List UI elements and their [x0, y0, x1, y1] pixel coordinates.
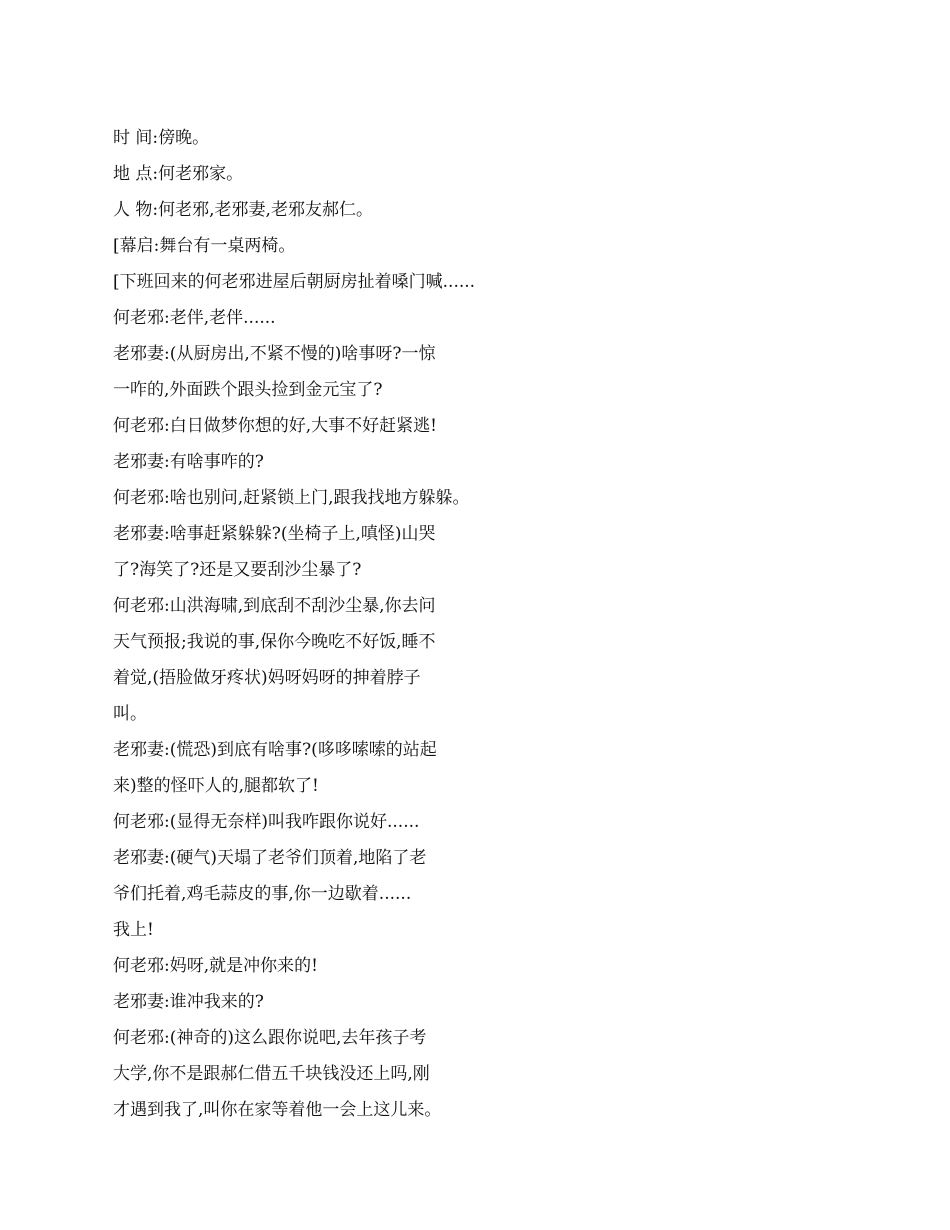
text-line: [下班回来的何老邪进屋后朝厨房扯着嗓门喊...... [113, 272, 476, 292]
text-line: 天气预报;我说的事,保你今晚吃不好饭,睡不 [113, 632, 436, 652]
text-line: 了?海笑了?还是又要刮沙尘暴了? [113, 560, 362, 580]
text-line: 叫。 [113, 704, 147, 724]
text-line: 何老邪:啥也别问,赶紧锁上门,跟我找地方躲躲。 [113, 488, 470, 508]
text-line: 何老邪:老伴,老伴...... [113, 308, 276, 328]
text-line: 老邪妻:(从厨房出,不紧不慢的)啥事呀?一惊 [113, 344, 436, 364]
script-text-block [113, 122, 833, 1130]
text-line: 一咋的,外面跌个跟头捡到金元宝了? [113, 380, 383, 400]
text-line: 地 点:何老邪家。 [113, 164, 244, 184]
text-line: 人 物:何老邪,老邪妻,老邪友郝仁。 [113, 200, 373, 220]
text-line: [幕启:舞台有一桌两椅。 [113, 236, 296, 256]
text-line: 何老邪:(神奇的)这么跟你说吧,去年孩子考 [113, 1028, 427, 1048]
text-line: 大学,你不是跟郝仁借五千块钱没还上吗,刚 [113, 1064, 430, 1084]
text-line: 着觉,(捂脸做牙疼状)妈呀妈呀的抻着脖子 [113, 668, 421, 688]
text-line: 何老邪:(显得无奈样)叫我咋跟你说好...... [113, 812, 420, 832]
text-line: 老邪妻:啥事赶紧躲躲?(坐椅子上,嗔怪)山哭 [113, 524, 436, 544]
text-line: 何老邪:妈呀,就是冲你来的! [113, 956, 318, 976]
text-line: 我上! [113, 920, 154, 940]
text-line: 爷们托着,鸡毛蒜皮的事,你一边歇着...... [113, 884, 412, 904]
text-line: 老邪妻:有啥事咋的? [113, 452, 264, 472]
text-line: 老邪妻:(慌恐)到底有啥事?(哆哆嗦嗦的站起 [113, 740, 437, 760]
text-line: 何老邪:山洪海啸,到底刮不刮沙尘暴,你去问 [113, 596, 436, 616]
text-line: 来)整的怪吓人的,腿都软了! [113, 776, 319, 796]
text-line: 老邪妻:(硬气)天塌了老爷们顶着,地陷了老 [113, 848, 427, 868]
text-line: 老邪妻:谁冲我来的? [113, 992, 264, 1012]
text-line: 时 间:傍晚。 [113, 128, 210, 148]
text-line: 何老邪:白日做梦你想的好,大事不好赶紧逃! [113, 416, 437, 436]
text-line: 才遇到我了,叫你在家等着他一会上这儿来。 [113, 1100, 442, 1120]
